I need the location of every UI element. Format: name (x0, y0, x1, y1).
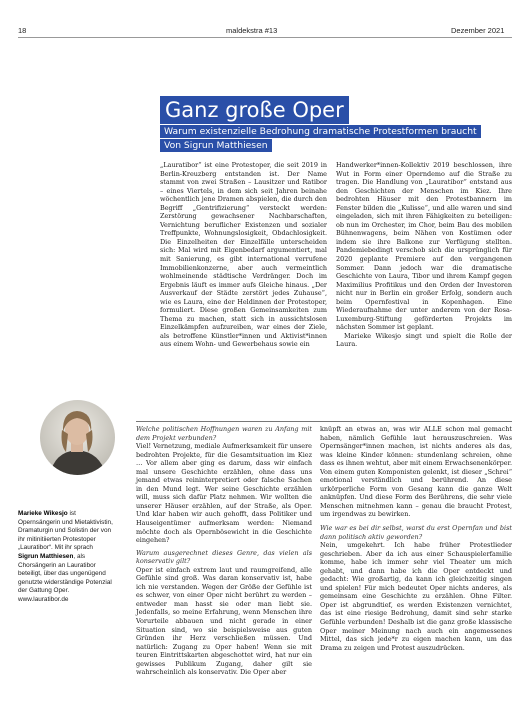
portrait-photo-icon (40, 400, 115, 475)
publication-name: maldekstra #13 (226, 26, 278, 35)
caption-name: Marieke Wikesjo (18, 510, 68, 517)
caption-url: www.lauratibor.de (18, 595, 69, 603)
interview-question: Welche politischen Hoffnungen waren zu Anfang mit dem Projekt verbunden? (136, 425, 312, 442)
interview-answer: Oper ist einfach extrem laut und raumgreifend, alle Gefühle sind groß. Was daran konservativ ist, habe ich nie verstanden. Wegen der Größe der Gefühle ist es schwer, von einer Oper nicht berührt zu werden – entweder man hasst sie oder man liebt sie. Jedenfalls, so meine Erfahrung, wenn Menschen ihre Vorurteile abbauen und nicht gerade in einer Situation sind, wo sie beispielsweise aus guten Gründen ihr Herz verschließen müssen. Und natürlich: Zugang zu Oper haben! Wenn sie mit teuren Eintrittskarten abgeschottet wird, hat nur ein gewisses Publikum Zugang, daher gilt sie wahrscheinlich als konservativ. Die Oper aber (136, 565, 312, 677)
article-title: Ganz große Oper (160, 96, 349, 124)
interview-column-middle (136, 425, 312, 677)
intro-paragraph: Handwerker*innen-Kollektiv 2019 beschlossen, ihre Wut in Form einer Operndemo auf die Straße zu tragen. Die Handlung von „Lauratibor“ entstand aus den Geschichten der Menschen im Kiez. Ihre bedrohten Häuser mit den Protestbannern im Fenster bilden die „Kulisse“, und alle waren und sind eingeladen, sich mit ihren Fähigkeiten zu beteiligen: ob nun im Orchester, im Chor, beim Bau des mobilen Bühnenwagens, beim Nähen von Kostümen oder indem sie ihre Balkone zur Verfügung stellten. Pandemiebedingt verschob sich die ursprünglich für 2020 geplante Premiere auf den vergangenen Sommer. Dann jedoch war die dramatische Geschichte von Laura, Tibor und ihrem Kampf gegen Maximilius Profitikus und den Orden der Investoren nicht nur in Berlin ein großer Erfolg, sondern auch beim Opernfestival in Kopenhagen. Eine Wiederaufnahme der unter anderem von der Rosa-Luxemburg-Stiftung geförderten Projekts im nächsten Sommer ist geplant. (336, 161, 512, 332)
interview-question: Warum ausgerechnet dieses Genre, das vielen als konservativ gilt? (136, 548, 312, 566)
interview-answer: knüpft an etwas an, was wir ALLE schon mal gemacht haben, nämlich Gefühle laut herauszuschreien. Was Opernsänger*innen machen, ist nichts anderes als das, was kleine Kinder können: stundenlang schreien, ohne dass es ihnen wehtut, aber mit einem Erwachsenenkörper. Von einem guten Komponisten gelenkt, ist dieser „Schrei“ emotional verständlich und berührend. An diese urkörperliche Form von Gesang kann die ganze Welt anknüpfen. Und diese Form des Berührens, die sehr viele Menschen mitnehmen kann – genau die braucht Protest, um irgendwas zu bewirken. (320, 425, 512, 519)
interview-answer: Nein, umgekehrt. Ich habe früher Protestlieder geschrieben. Aber da ich aus einer Schauspielerfamilie komme, habe ich immer sehr viel Theater um mich gehabt, und dann habe ich die Oper entdeckt und gedacht: Wie großartig, da kann ich gleichzeitig singen und spielen! Für mich bedeutet Oper nichts anderes, als gemeinsam eine Geschichte zu erzählen. Ohne Filter. Oper ist abgrundtief, es werden Existenzen vernichtet, das ist eine riesige Bedrohung, damit sind sehr starke Gefühle verbunden! Deshalb ist die ganz große klassische Oper meiner Meinung nach auch ein angemessenes Mittel, das sich jede*r zu eigen machen kann, um das Drama zu zeigen und Protest auszudrücken. (320, 541, 512, 652)
interview-question: Wie war es bei dir selbst, warst du erst Opernfan und bist dann politisch aktiv geworden? (320, 524, 512, 541)
intro-column-right (336, 161, 512, 349)
caption-text: , als Chorsängerin an Lauratibor beteiligt, über das ungenügend genutzte widerständige Potenzial der Gattung Oper. (18, 552, 112, 595)
page-number: 18 (18, 26, 27, 35)
intro-column-left (160, 161, 327, 349)
interview-answer: Viel! Vernetzung, mediale Aufmerksamkeit für unsere bedrohten Projekte, für die Gesamtsituation im Kiez … Vor allem aber ging es darum, dass wir einfach mal unsere Geschichte erzählen, ohne dass uns jemand etwas reininterpretiert oder falsche Sachen in den Mund legt. Wer seine Geschichte erzählen will, muss sich dafür Platz nehmen. Wir wollten die unserer Häuser erzählen, auf der Straße, als Oper. Und klar haben wir auch gehofft, dass Politiker und Hauseigentümer aufmerksam werden: Niemand möchte doch als Opernbösewicht in die Geschichte eingehen? (136, 442, 312, 545)
header-rule (18, 37, 512, 38)
section-divider (136, 421, 512, 422)
article-byline: Von Sigrun Matthiesen (160, 139, 272, 152)
caption-interviewer: Sigrun Matthiesen (18, 552, 74, 560)
article-subtitle: Warum existenzielle Bedrohung dramatische Protestformen braucht (160, 125, 481, 138)
interview-column-right (320, 425, 512, 652)
intro-paragraph: „Lauratibor“ ist eine Protestoper, die seit 2019 in Berlin-Kreuzberg entstanden ist. Der Name stammt von zwei Straßen – Lausitzer und Ratibor – eines Viertels, in dem sich seit Jahren beinahe wöchentlich jene Dramen abspielen, die durch den Begriff „Gentrifizierung“ versteckt werden: Zerstörung gewachsener Nachbarschaften, Vernichtung beruflicher Existenzen und sozialer Treffpunkte, Wohnungslosigkeit, Obdachlosigkeit. Die Einzelheiten der Einzelfälle unterscheiden sich: Mal wird mit Eigenbedarf argumentiert, mal mit Sanierung, es gibt international verrufene Immobilienkonzerne, aber auch vermeintlich wohlmeinende städtische Verdränger. Doch im Ergebnis läuft es immer aufs Gleiche hinaus. „Der Ausverkauf der Städte zerstört jedes Zuhause“, wie es Laura, eine der Heldinnen der Protestoper, formuliert. Diese großen Gemeinsamkeiten zum Thema zu machen, statt sich in aussichtslosen Einzelkämpfen aufzureiben, war eines der Ziele, als betroffene Künstler*innen und Aktivist*innen aus einem Wohn- und Gewerbehaus sowie ein (160, 161, 327, 349)
intro-paragraph: Marieke Wikesjo singt und spielt die Rolle der Laura. (336, 331, 512, 349)
portrait-caption (18, 510, 114, 605)
issue-date: Dezember 2021 (451, 26, 505, 35)
portrait-photo-icon (40, 400, 115, 475)
caption-text: ist Opernsängerin und Mietaktivistin, Dramaturgin und Solistin der von ihr mitinitiierten Protestoper „Lauratibor“. Mit ihr sprach (18, 510, 113, 552)
